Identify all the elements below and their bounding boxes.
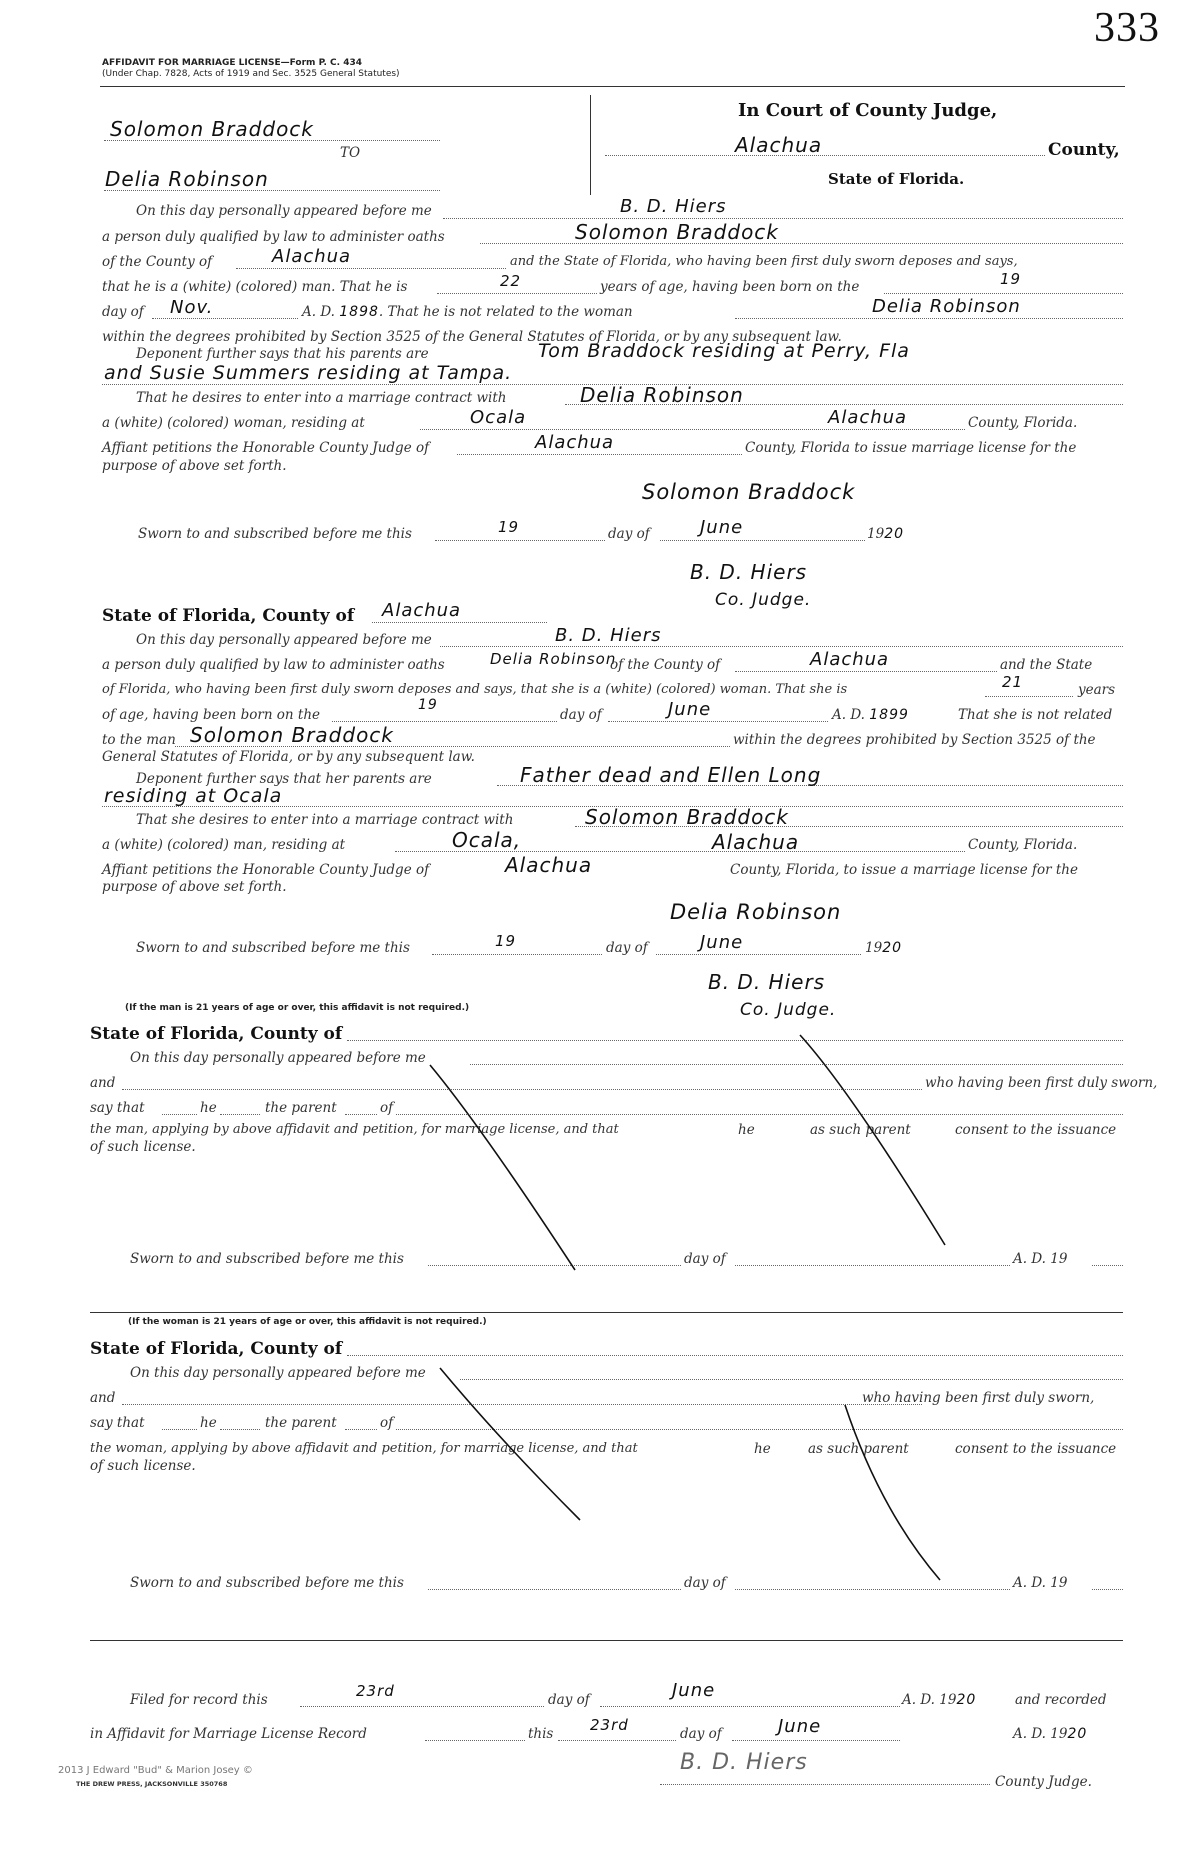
text-line: Sworn to and subscribed before me this: [130, 1251, 404, 1267]
text-line: A. D.: [832, 707, 870, 723]
text-line: On this day personally appeared before me: [136, 632, 432, 648]
text-line: That she desires to enter into a marriage contract with: [136, 812, 514, 828]
groom-sworn-day: 19: [498, 518, 520, 536]
bride-sworn-day: 19: [495, 932, 517, 950]
text-line: day of: [608, 526, 650, 542]
bride-sworn-year: 20: [882, 940, 903, 956]
text-line: County, Florida to issue marriage license for the: [745, 440, 1077, 456]
fill-line: [600, 1706, 900, 1707]
text-line: say that: [90, 1415, 145, 1431]
text-line: 19: [867, 526, 885, 542]
text-line: On this day personally appeared before me: [130, 1365, 426, 1381]
text-line: a (white) (colored) man, residing at: [102, 837, 346, 853]
bride-birth-month: June: [668, 699, 712, 720]
text-line: On this day personally appeared before me: [130, 1050, 426, 1066]
text-line: That he desires to enter into a marriage contract with: [136, 390, 507, 406]
text-line: purpose of above set forth.: [102, 879, 287, 895]
text-line: he: [754, 1441, 771, 1457]
groom-county: Alachua: [272, 246, 352, 267]
text-line: Sworn to and subscribed before me this: [138, 526, 412, 542]
text-line: of: [380, 1415, 394, 1431]
caption-to: TO: [340, 145, 361, 161]
text-line: a person duly qualified by law to administer oaths: [102, 657, 445, 673]
bride-signature: Delia Robinson: [670, 900, 842, 924]
caption-county: Alachua: [735, 133, 823, 157]
text-line: day of: [680, 1726, 722, 1742]
text-line: a person duly qualified by law to administer oaths: [102, 229, 445, 245]
text-line: of: [380, 1100, 394, 1116]
text-line: of such license.: [90, 1139, 196, 1155]
text-line: to the man: [102, 732, 176, 748]
text-line: day of: [560, 707, 602, 723]
text-line: of such license.: [90, 1458, 196, 1474]
bride-officer-name: B. D. Hiers: [555, 625, 662, 646]
groom-residing-city: Ocala: [470, 407, 527, 428]
text-line: Sworn to and subscribed before me this: [130, 1575, 404, 1591]
groom-sworn-year: 20: [884, 526, 905, 542]
text-line: this: [528, 1726, 554, 1742]
text-line: within the degrees prohibited by Section 3525 of the: [733, 732, 1096, 748]
text-line: day of: [102, 304, 144, 320]
text-line: the parent: [265, 1415, 337, 1431]
text-line: the parent: [265, 1100, 337, 1116]
strike-line-man-1: [430, 1065, 575, 1270]
bride-affiant-name: Delia Robinson: [490, 650, 617, 668]
text-line: purpose of above set forth.: [102, 458, 287, 474]
text-line: of the County of: [102, 254, 213, 270]
record-month: June: [778, 1716, 822, 1737]
groom-birth-month: Nov.: [170, 297, 214, 318]
form-subtitle: (Under Chap. 7828, Acts of 1919 and Sec. 3525 General Statutes): [102, 69, 400, 79]
county-label: County,: [1048, 140, 1120, 160]
text-line: that he is a (white) (colored) man. That he is: [102, 279, 408, 295]
bride-related-man: Solomon Braddock: [190, 723, 394, 747]
text-line: in Affidavit for Marriage License Record: [90, 1726, 367, 1742]
groom-birth-year: 1898: [339, 304, 379, 320]
parent-woman-note: (If the woman is 21 years of age or over, this affidavit is not required.): [128, 1317, 487, 1327]
bride-residing-county: Alachua: [712, 830, 800, 854]
bride-sworn-month: June: [700, 932, 744, 953]
bride-birth-year: 1899: [869, 707, 909, 723]
groom-parents-1: Tom Braddock residing at Perry, Fla: [538, 340, 910, 362]
bride-contract-with: Solomon Braddock: [585, 805, 789, 829]
text-line: of Florida, who having been first duly sworn deposes and says, that she is a (white) (colored) woman. That she is: [102, 682, 848, 697]
affiant-name: Solomon Braddock: [575, 220, 779, 244]
text-line: consent to the issuance: [955, 1122, 1117, 1138]
text-line: County, Florida, to issue a marriage license for the: [730, 862, 1078, 878]
bride-heading: State of Florida, County of: [102, 606, 355, 626]
groom-parents-2: and Susie Summers residing at Tampa.: [104, 362, 513, 384]
bride-judge-title: Co. Judge.: [740, 1000, 837, 1020]
groom-judge-signature: B. D. Hiers: [690, 560, 808, 584]
text-line: day of: [684, 1575, 726, 1591]
bride-birth-day: 19: [418, 697, 438, 713]
groom-residing-county: Alachua: [828, 407, 908, 428]
text-line: consent to the issuance: [955, 1441, 1117, 1457]
state-label: State of Florida.: [828, 170, 965, 188]
caption-groom: Solomon Braddock: [110, 117, 314, 141]
text-line: A. D.: [302, 304, 340, 320]
text-line: Affiant petitions the Honorable County Judge of: [102, 440, 430, 456]
filing-year: 20: [956, 1692, 977, 1708]
text-line: years of age, having been born on the: [600, 279, 860, 295]
text-line: within the degrees prohibited by Section 3525 of the General Statutes of Florida, or by any subsequent law.: [102, 329, 842, 345]
text-line: who having been first duly sworn,: [925, 1075, 1158, 1091]
text-line: . That he is not related to the woman: [378, 304, 633, 320]
text-line: and the State: [1000, 657, 1093, 673]
text-line: of age, having been born on the: [102, 707, 321, 723]
county-judge-label: County Judge.: [995, 1774, 1092, 1790]
text-line: A. D. 19: [1013, 1251, 1068, 1267]
bride-petition-county: Alachua: [505, 853, 593, 877]
text-line: day of: [548, 1692, 590, 1708]
text-line: he: [738, 1122, 755, 1138]
text-line: and the State of Florida, who having been first duly sworn deposes and says,: [510, 254, 1018, 269]
text-line: County, Florida.: [968, 837, 1078, 853]
text-line: That she is not related: [958, 707, 1113, 723]
bride-parents-2: residing at Ocala: [104, 785, 283, 807]
text-line: as such parent: [810, 1122, 911, 1138]
printer-imprint: THE DREW PRESS, JACKSONVILLE 350768: [76, 1780, 228, 1788]
text-line: 19: [865, 940, 883, 956]
groom-related-woman: Delia Robinson: [872, 296, 1021, 317]
caption-bride: Delia Robinson: [105, 167, 269, 191]
groom-birth-day: 19: [1000, 270, 1022, 288]
parent-man-note: (If the man is 21 years of age or over, this affidavit is not required.): [125, 1003, 470, 1013]
text-line: who having been first duly sworn,: [862, 1390, 1095, 1406]
parent-man-heading: State of Florida, County of: [90, 1024, 343, 1044]
text-line: he: [200, 1100, 217, 1116]
text-line: On this day personally appeared before me: [136, 203, 432, 219]
fill-line: [425, 1740, 525, 1741]
text-line: and: [90, 1390, 116, 1406]
text-line: County, Florida.: [968, 415, 1078, 431]
text-line: he: [200, 1415, 217, 1431]
parent-woman-heading: State of Florida, County of: [90, 1339, 343, 1359]
text-line: A. D. 19: [1013, 1726, 1068, 1742]
fill-line: [660, 1784, 990, 1785]
bride-judge-signature: B. D. Hiers: [708, 970, 826, 994]
copyright-notice: 2013 J Edward "Bud" & Marion Josey ©: [58, 1765, 253, 1776]
bride-age: 21: [1002, 673, 1024, 691]
record-day: 23rd: [590, 1716, 629, 1734]
text-line: say that: [90, 1100, 145, 1116]
fill-line: [300, 1706, 544, 1707]
fill-line: [732, 1740, 900, 1741]
groom-contract-with: Delia Robinson: [580, 383, 744, 407]
text-line: Affiant petitions the Honorable County Judge of: [102, 862, 430, 878]
strike-line-woman-2: [845, 1405, 940, 1580]
form-title: AFFIDAVIT FOR MARRIAGE LICENSE—Form P. C. 434: [102, 58, 363, 68]
text-line: A. D. 19: [1013, 1575, 1068, 1591]
bride-county-2: Alachua: [810, 649, 890, 670]
text-line: Sworn to and subscribed before me this: [136, 940, 410, 956]
court-heading: In Court of County Judge,: [738, 100, 998, 121]
text-line: day of: [606, 940, 648, 956]
filing-day: 23rd: [356, 1682, 395, 1700]
groom-judge-title: Co. Judge.: [715, 590, 812, 610]
strike-line-man-2: [800, 1035, 945, 1245]
page-number: 333: [1094, 5, 1160, 51]
filing-month: June: [672, 1680, 716, 1701]
text-line: Deponent further says that her parents are: [136, 771, 432, 787]
text-line: Deponent further says that his parents are: [136, 346, 429, 362]
strike-line-woman-1: [440, 1368, 580, 1520]
text-line: A. D. 19: [902, 1692, 957, 1708]
text-line: a (white) (colored) woman, residing at: [102, 415, 365, 431]
record-year: 20: [1067, 1726, 1088, 1742]
officer-name: B. D. Hiers: [620, 196, 727, 217]
text-line: as such parent: [808, 1441, 909, 1457]
groom-signature: Solomon Braddock: [642, 480, 856, 504]
fill-line: [558, 1740, 676, 1741]
text-line: the woman, applying by above affidavit and petition, for marriage license, and that: [90, 1441, 638, 1456]
text-line: the man, applying by above affidavit and petition, for marriage license, and that: [90, 1122, 619, 1137]
bride-residing-city: Ocala,: [452, 828, 522, 852]
bride-heading-county: Alachua: [382, 600, 462, 621]
text-line: General Statutes of Florida, or by any subsequent law.: [102, 749, 475, 765]
bride-parents-1: Father dead and Ellen Long: [520, 763, 822, 787]
groom-age: 22: [500, 272, 522, 290]
text-line: and: [90, 1075, 116, 1091]
text-line: of the County of: [610, 657, 721, 673]
section-divider: [90, 1640, 1123, 1641]
groom-sworn-month: June: [700, 517, 744, 538]
groom-petition-county: Alachua: [535, 432, 615, 453]
clerk-signature: B. D. Hiers: [680, 1750, 808, 1775]
text-line: day of: [684, 1251, 726, 1267]
text-line: and recorded: [1015, 1692, 1107, 1708]
text-line: years: [1078, 682, 1116, 698]
text-line: Filed for record this: [130, 1692, 268, 1708]
